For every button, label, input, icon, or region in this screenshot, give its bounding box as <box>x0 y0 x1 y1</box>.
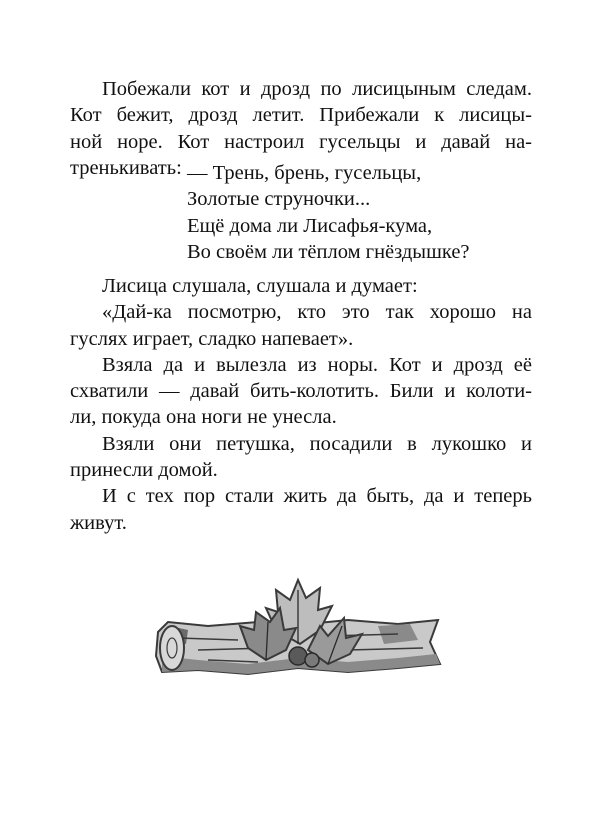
paragraph-3-line-1: «Дай-ка посмотрю, кто это так хорошо на <box>102 301 532 324</box>
paragraph-5-line-2: принесли домой. <box>70 459 218 482</box>
paragraph-1-line-2: Кот бежит, дрозд летит. Прибежали к лисицы- <box>70 104 532 127</box>
paragraph-6-line-1: И с тех пор стали жить да быть, да и теперь <box>102 485 532 508</box>
verse-line-2: Золотые струночки... <box>187 188 371 211</box>
paragraph-4 <box>70 352 532 431</box>
paragraph-3 <box>70 299 532 352</box>
leaves-illustration <box>240 580 362 667</box>
paragraph-1-line-4: тренькивать: <box>70 156 182 179</box>
song-verse <box>187 160 470 265</box>
paragraph-3-line-2: гуслях играет, сладко напевает». <box>70 327 354 350</box>
paragraph-2-line-1: Лисица слушала, слушала и думает: <box>102 275 418 297</box>
paragraph-2 <box>70 273 532 299</box>
verse-line-3: Ещё дома ли Лисафья-кума, <box>187 214 433 237</box>
paragraph-6 <box>70 483 532 536</box>
paragraph-4-line-1: Взяла да и вылезла из норы. Кот и дрозд её <box>102 353 532 376</box>
paragraph-4-line-2: схватили — давай бить-колотить. Били и колоти- <box>70 380 532 403</box>
log-and-leaves-illustration <box>148 560 448 710</box>
paragraph-1-line-3: ной норе. Кот настроил гусельцы и давай на- <box>70 130 532 153</box>
paragraph-5-line-1: Взяли они петушка, посадили в лукошко и <box>102 432 532 455</box>
paragraph-5 <box>70 431 532 484</box>
text-block-bottom <box>70 273 532 536</box>
paragraph-6-line-2: живут. <box>70 511 127 534</box>
paragraph-1-line-1: Побежали кот и дрозд по лисицыным следам. <box>102 78 532 100</box>
paragraph-4-line-3: ли, покуда она ноги не унесла. <box>70 406 337 429</box>
verse-line-4: Во своём ли тёплом гнёздышке? <box>187 240 470 263</box>
verse-line-1: — Трень, брень, гусельцы, <box>187 162 422 184</box>
